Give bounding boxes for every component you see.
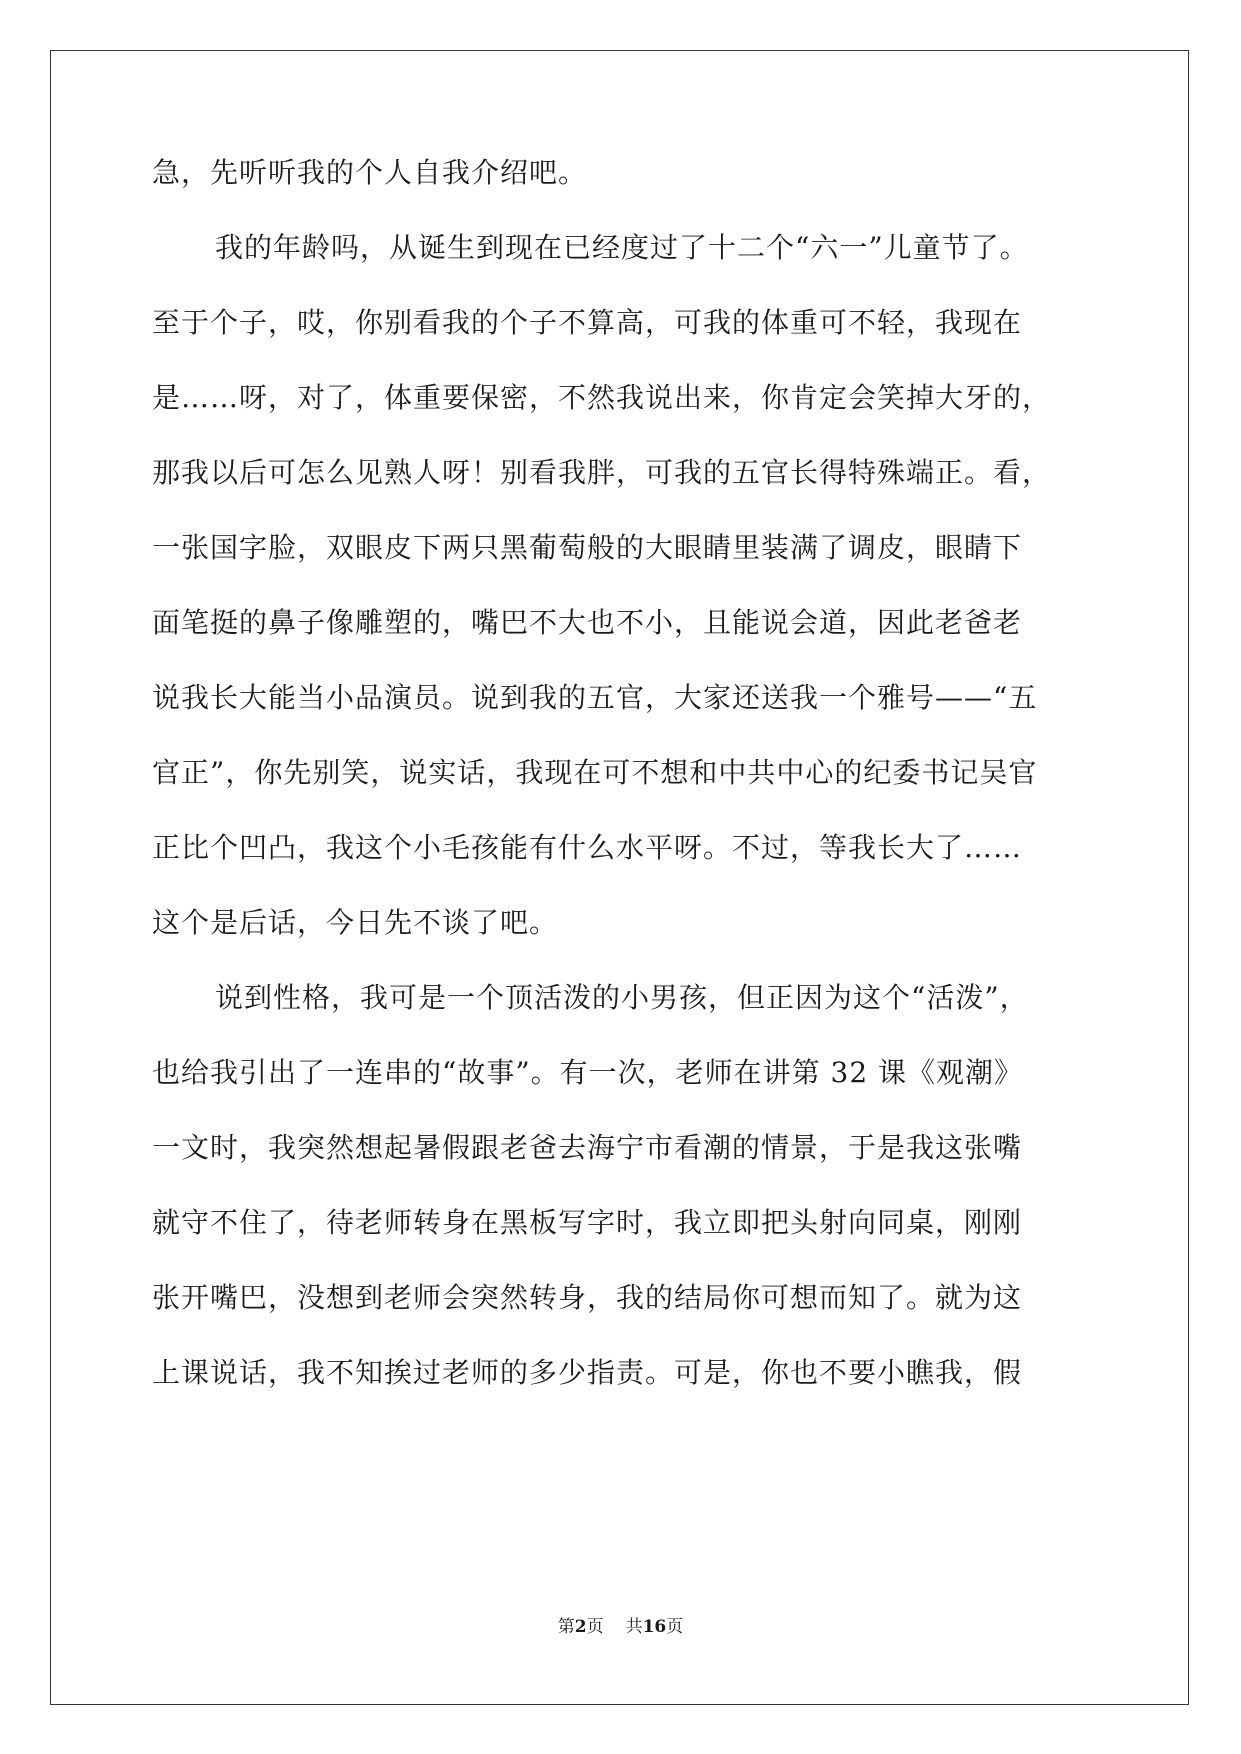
text-line: 也给我引出了一连串的“故事”。有一次，老师在讲第 32 课《观潮》 [152,1056,1024,1089]
text-line: 一文时，我突然想起暑假跟老爸去海宁市看潮的情景，于是我这张嘴 [152,1131,1023,1164]
page-footer [0,1612,1241,1637]
text-line: 那我以后可怎么见熟人呀！别看我胖，可我的五官长得特殊端正。看， [152,456,1052,489]
paragraph-first-line: 我的年龄吗，从诞生到现在已经度过了十二个“六一”儿童节了。 [215,231,1029,264]
paragraph-first-line: 说到性格，我可是一个顶活泼的小男孩，但正因为这个“活泼”， [215,981,1029,1014]
page-border [50,50,1189,1705]
page-number: 2 [574,1617,587,1637]
text-line: 正比个凹凸，我这个小毛孩能有什么水平呀。不过，等我长大了…… [152,831,1023,864]
text-line: 这个是后话，今日先不谈了吧。 [152,906,559,939]
text-line: 一张国字脸，双眼皮下两只黑葡萄般的大眼睛里装满了调皮，眼睛下 [152,531,1023,564]
text-line: 官正”，你先别笑，说实话，我现在可不想和中共中心的纪委书记吴官 [152,756,1038,789]
total-pages: 16 [642,1617,667,1637]
page-suffix: 页 [586,1617,604,1637]
text-line: 急，先听听我的个人自我介绍吧。 [152,156,588,189]
text-line: 面笔挺的鼻子像雕塑的，嘴巴不大也不小，且能说会道，因此老爸老 [152,606,1023,639]
text-line: 上课说话，我不知挨过老师的多少指责。可是，你也不要小瞧我，假 [152,1356,1023,1389]
text-line: 至于个子，哎，你别看我的个子不算高，可我的体重可不轻，我现在 [152,306,1023,339]
page-prefix: 第 [557,1617,575,1637]
text-line: 说我长大能当小品演员。说到我的五官，大家还送我一个雅号——“五 [152,681,1038,714]
text-line: 张开嘴巴，没想到老师会突然转身，我的结局你可想而知了。就为这 [152,1281,1023,1314]
total-prefix: 共 [625,1617,643,1637]
total-suffix: 页 [666,1617,684,1637]
text-line: 就守不住了，待老师转身在黑板写字时，我立即把头射向同桌，刚刚 [152,1206,1023,1239]
text-line: 是……呀，对了，体重要保密，不然我说出来，你肯定会笑掉大牙的， [152,381,1052,414]
